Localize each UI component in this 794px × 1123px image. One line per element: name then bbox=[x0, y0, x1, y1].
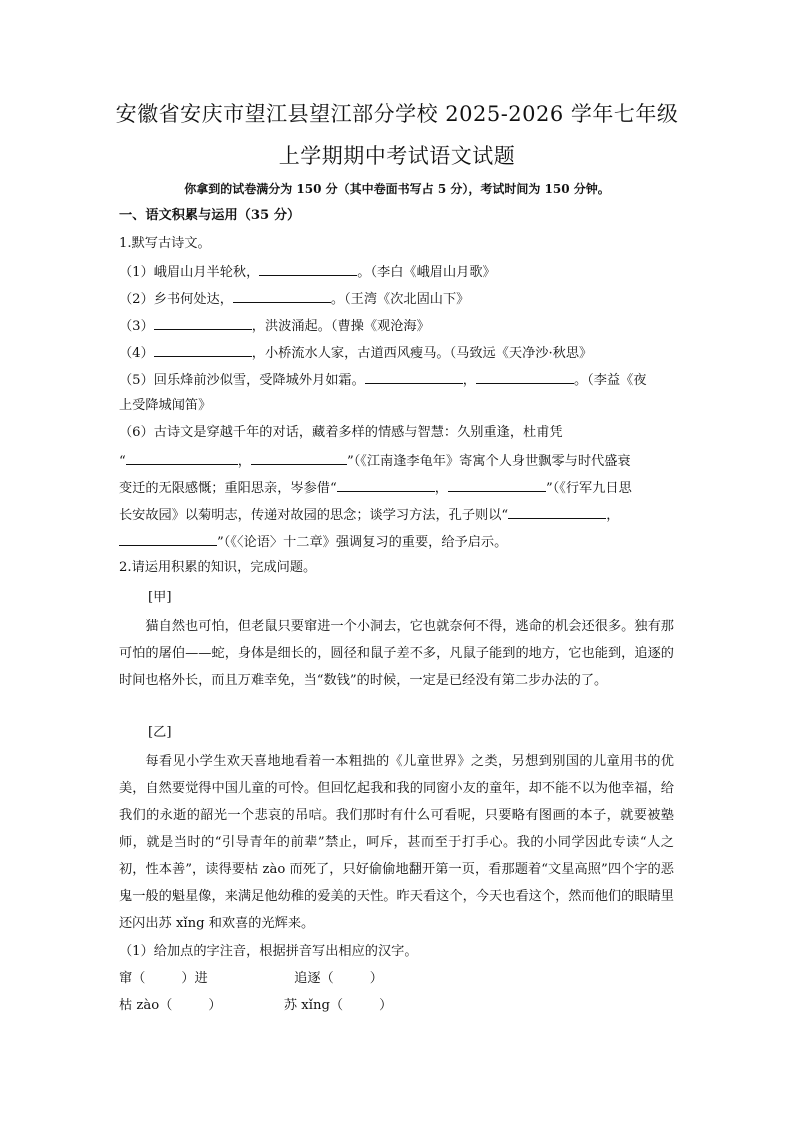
fill-cuan-label: 窜（ bbox=[119, 971, 146, 986]
fill-zhuizhu-label: 追逐（ bbox=[294, 971, 334, 986]
exam-notice: 你拿到的试卷满分为 150 分（其中卷面书写占 5 分），考试时间为 150 分钟。 bbox=[184, 182, 610, 196]
passage-yi-label: [乙] bbox=[148, 725, 172, 740]
fill-row-2 bbox=[119, 997, 392, 1015]
answer-blank[interactable] bbox=[251, 451, 347, 465]
answer-blank[interactable] bbox=[154, 316, 252, 330]
answer-blank[interactable] bbox=[233, 289, 331, 303]
q1-item-6-line1: （6）古诗文是穿越千年的对话，藏着多样的情感与智慧：久别重逢，杜甫凭 bbox=[119, 425, 563, 440]
fill-zao-label: 枯 zào（ bbox=[119, 998, 173, 1013]
fill-cuan-end: ）进 bbox=[181, 971, 208, 986]
fill-zhuizhu-end: ） bbox=[369, 971, 383, 986]
answer-blank[interactable] bbox=[448, 478, 546, 492]
q1-item-4 bbox=[119, 343, 592, 363]
answer-blank[interactable] bbox=[365, 370, 463, 384]
q1-item-6-line2 bbox=[119, 451, 631, 471]
exam-title-line1: 安徽省安庆市望江县望江部分学校 2025-2026 学年七年级 bbox=[115, 102, 679, 126]
q1-item-5-comma: ， bbox=[462, 373, 476, 388]
q1-item-6-line3-end: ”（《行军九日思 bbox=[545, 481, 632, 496]
q1-item-2-source: 。（王湾《次北固山下》 bbox=[330, 292, 470, 307]
answer-blank[interactable] bbox=[259, 262, 357, 276]
answer-blank[interactable] bbox=[126, 451, 238, 465]
question-1-title: 1.默写古诗文。 bbox=[119, 236, 211, 251]
passage-jia bbox=[119, 613, 674, 694]
q1-item-3 bbox=[119, 316, 430, 336]
q1-item-5-text: （5）回乐烽前沙似雪，受降城外月如霜。 bbox=[119, 373, 365, 388]
q1-item-1 bbox=[119, 262, 496, 282]
q1-item-1-source: 。（李白《峨眉山月歌》 bbox=[357, 265, 496, 280]
question-2-title: 2.请运用积累的知识，完成问题。 bbox=[119, 560, 317, 575]
answer-blank[interactable] bbox=[119, 532, 217, 546]
q1-item-6-line3 bbox=[119, 478, 632, 498]
answer-blank[interactable] bbox=[337, 478, 435, 492]
sub-question-1: （1）给加点的字注音，根据拼音写出相应的汉字。 bbox=[119, 944, 418, 959]
answer-blank[interactable] bbox=[476, 370, 574, 384]
fill-row-1 bbox=[119, 970, 383, 988]
answer-blank[interactable] bbox=[508, 505, 606, 519]
q1-item-6-line4 bbox=[119, 505, 619, 525]
q1-item-4-text: （4） bbox=[119, 346, 154, 361]
q1-item-5-source: 。（李益《夜 bbox=[573, 373, 647, 388]
q1-item-2-text: （2）乡书何处达， bbox=[119, 292, 233, 307]
q1-item-3-text: （3） bbox=[119, 319, 154, 334]
quote-open: “ bbox=[119, 454, 126, 469]
section-heading: 一、语文积累与运用（35 分） bbox=[119, 208, 301, 223]
exam-title-line2: 上学期期中考试语文试题 bbox=[278, 144, 516, 168]
q1-item-2 bbox=[119, 289, 469, 309]
q1-item-6-line5-text: ”（《〈论语〉十二章》强调复习的重要，给予启示。 bbox=[217, 535, 508, 550]
comma: ， bbox=[434, 481, 448, 496]
comma: ， bbox=[237, 454, 251, 469]
q1-item-1-text: （1）峨眉山月半轮秋， bbox=[119, 265, 260, 280]
comma: ， bbox=[606, 508, 620, 523]
q1-item-4-source: ，小桥流水人家，古道西风瘦马。（马致远《天净沙·秋思》 bbox=[251, 346, 593, 361]
q1-item-6-line2-text: ”（《江南逢李龟年》寄寓个人身世飘零与时代盛衰 bbox=[346, 454, 631, 469]
q1-item-5 bbox=[119, 370, 646, 390]
fill-xing-label: 苏 xǐng（ bbox=[283, 998, 344, 1013]
q1-item-6-line3-text: 变迁的无限感慨；重阳思亲，岑参借“ bbox=[119, 481, 337, 496]
q1-item-6-line4-text: 长安故园》以菊明志，传递对故园的思念；谈学习方法，孔子则以“ bbox=[119, 508, 509, 523]
fill-zao-end: ） bbox=[208, 998, 222, 1013]
passage-yi bbox=[119, 748, 674, 937]
q1-item-5-continued: 上受降城闻笛》 bbox=[119, 398, 212, 413]
q1-item-6-line5 bbox=[119, 532, 507, 552]
q1-item-3-source: ，洪波涌起。（曹操《观沧海》 bbox=[251, 319, 430, 334]
passage-jia-label: [甲] bbox=[148, 590, 172, 605]
passage-yi-text: 每看见小学生欢天喜地地看着一本粗拙的《儿童世界》之类，另想到别国的儿童用书的优美，自然要觉得中国儿童的可怜。但回忆起我和我的同窗小友的童年，却不能不以为他幸福，给我们的永逝的韶光一个悲哀的吊唁。我们那时有什么可看呢，只要略有图画的本子，就要被塾师，就是当时的“引导青年的前辈”禁止，呵斥，甚而至于打手心。我的小同学因此专读“人之初，性本善”，读得要枯 zào 而死了，只好偷偷地翻开第一页，看那题着“文星高照”四个字的恶鬼一般的魁星像，来满足他幼稚的爱美的天性。昨天看这个，今天也看这个，然而他们的眼睛里还闪出苏 xǐng 和欢喜的光辉来。 bbox=[119, 754, 674, 931]
fill-xing-end: ） bbox=[379, 998, 393, 1013]
passage-jia-text: 猫自然也可怕，但老鼠只要窜进一个小洞去，它也就奈何不得，逃命的机会还很多。独有那可怕的屠伯——蛇，身体是细长的，圆径和鼠子差不多，凡鼠子能到的地方，它也能到，追逐的时间也格外长，而且万难幸免，当“数钱”的时候，一定是已经没有第二步办法的了。 bbox=[119, 619, 674, 688]
answer-blank[interactable] bbox=[154, 343, 252, 357]
